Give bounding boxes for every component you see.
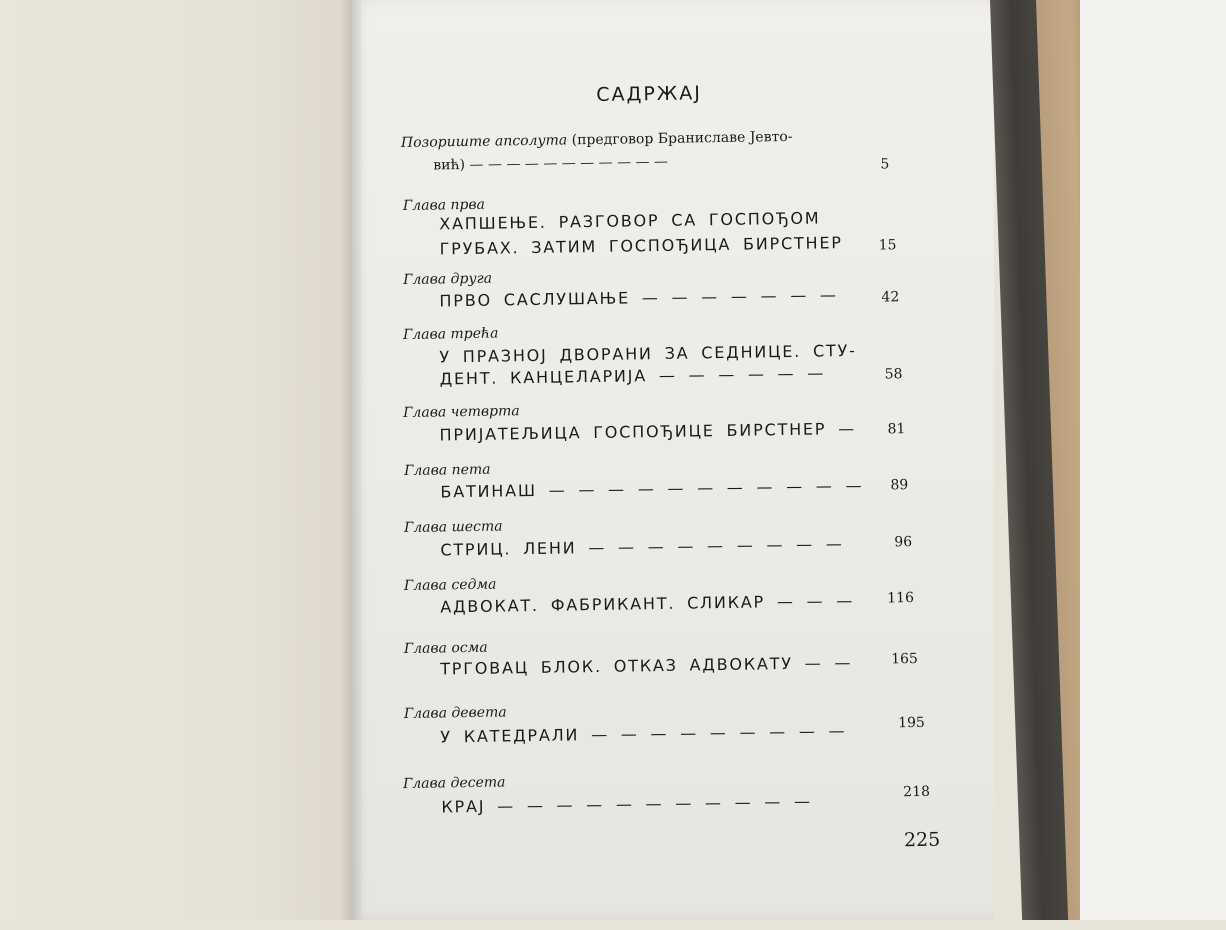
chapter-9-label: Глава девета: [403, 704, 507, 723]
chapter-2-page: 42: [881, 289, 900, 306]
preface-subtitle: (предговор Браниславе Јевто-: [571, 128, 793, 149]
preface-page: 5: [880, 156, 890, 173]
chapter-10-title: КРАЈ — — — — — — — — — — —: [441, 791, 812, 817]
chapter-7-page: 116: [887, 590, 915, 607]
preface-line-2: вић) — — — — — — — — — — —: [433, 153, 669, 174]
preface-line-1: [401, 129, 793, 151]
page-number: 225: [903, 828, 941, 852]
chapter-3-title-line-2: ДЕНТ. КАНЦЕЛАРИЈА — — — — — —: [439, 363, 826, 389]
chapter-1-title-line-2: ГРУБАХ. ЗАТИМ ГОСПОЂИЦА БИРСТНЕР: [439, 233, 843, 259]
chapter-1-label: Глава прва: [402, 196, 486, 215]
chapter-4-label: Глава четврта: [403, 403, 520, 422]
chapter-4-page: 81: [887, 421, 906, 438]
chapter-9-page: 195: [898, 714, 926, 732]
chapter-2-title: ПРВО САСЛУШАЊЕ — — — — — — —: [439, 285, 838, 311]
chapter-7-label: Глава седма: [403, 576, 497, 595]
chapter-8-page: 165: [891, 650, 919, 668]
chapter-9-title: У КАТЕДРАЛИ — — — — — — — — —: [440, 721, 847, 747]
chapter-5-label: Глава пета: [404, 461, 491, 480]
chapter-10-label: Глава десета: [402, 774, 506, 793]
chapter-8-label: Глава осма: [403, 639, 488, 658]
chapter-3-page: 58: [884, 366, 903, 383]
chapter-7-title: АДВОКАТ. ФАБРИКАНТ. СЛИКАР — — —: [440, 590, 855, 617]
chapter-2-label: Глава друга: [403, 270, 493, 289]
chapter-8-title: ТРГОВАЦ БЛОК. ОТКАЗ АДВОКАТУ — —: [440, 653, 853, 679]
chapter-4-title: ПРИЈАТЕЉИЦА ГОСПОЂИЦЕ БИРСТНЕР —: [439, 418, 857, 445]
chapter-6-label: Глава шеста: [403, 518, 503, 537]
chapter-1-page: 15: [878, 237, 897, 254]
toc-heading: САДРЖАЈ: [596, 82, 703, 106]
chapter-6-page: 96: [894, 534, 913, 551]
chapter-5-page: 89: [890, 477, 909, 494]
chapter-5-title: БАТИНАШ — — — — — — — — — — —: [440, 475, 864, 502]
chapter-1-title-line-1: ХАПШЕЊЕ. РАЗГОВОР СА ГОСПОЂОМ: [439, 208, 821, 234]
preface-title: Позориште апсолута: [400, 132, 568, 152]
chapter-3-title-line-1: У ПРАЗНОЈ ДВОРАНИ ЗА СЕДНИЦЕ. СТУ-: [439, 340, 857, 367]
chapter-3-label: Глава трећа: [402, 325, 499, 344]
chapter-6-title: СТРИЦ. ЛЕНИ — — — — — — — — —: [440, 534, 844, 560]
chapter-10-page: 218: [903, 783, 931, 801]
